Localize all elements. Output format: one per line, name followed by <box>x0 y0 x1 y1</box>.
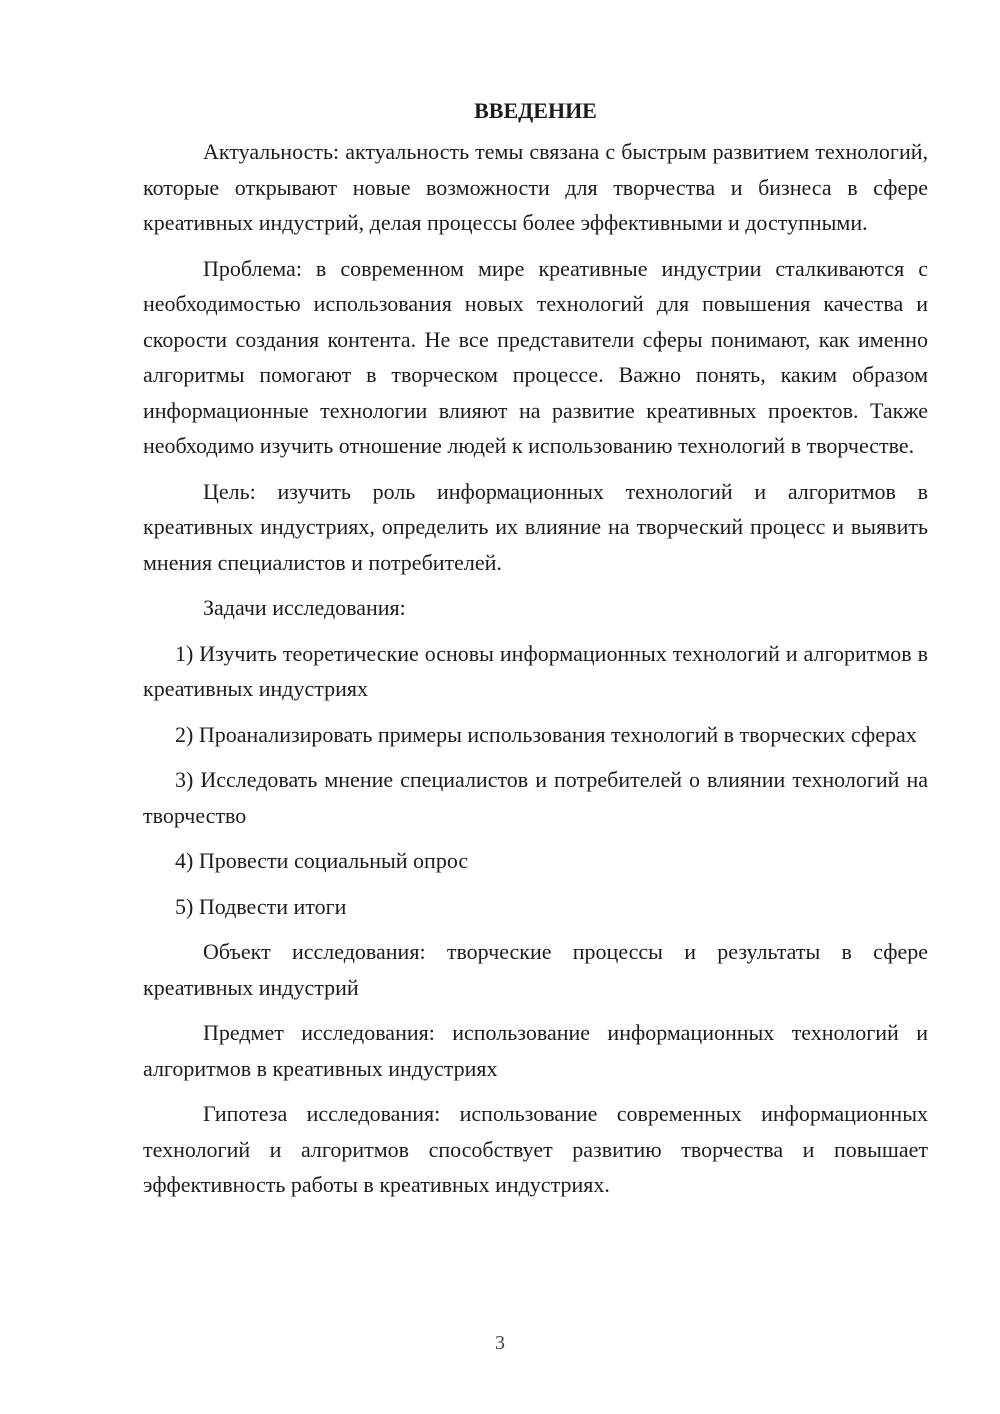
task-item-4: 4) Провести социальный опрос <box>175 848 469 873</box>
task-item-5: 5) Подвести итоги <box>175 893 347 919</box>
object-paragraph: Объект исследования: творческие процессы и результаты в сфере креативных индустрий <box>143 939 928 1000</box>
task-item-1: 1) Изучить теоретические основы информационных технологий и алгоритмов в креативных индустриях <box>143 640 928 701</box>
goal-paragraph: Цель: изучить роль информационных технологий и алгоритмов в креативных индустриях, определить их влияние на творческий процесс и выявить мнения специалистов и потребителей. <box>143 478 928 575</box>
task-item-2: 2) Проанализировать примеры использования технологий в творческих сферах <box>175 721 917 747</box>
hypothesis-paragraph: Гипотеза исследования: использование современных информационных технологий и алгоритмов способствует развитию творчества и повышает эффективность работы в креативных индустриях. <box>143 1101 928 1197</box>
relevance-paragraph: Актуальность: актуальность темы связана с быстрым развитием технологий, которые открывают новые возможности для творчества и бизнеса в сфере креативных индустрий, делая процессы более эффективными и доступными. <box>143 139 928 235</box>
subject-paragraph: Предмет исследования: использование информационных технологий и алгоритмов в креативных индустриях <box>143 1020 928 1081</box>
task-item-3: 3) Исследовать мнение специалистов и потребителей о влиянии технологий на творчество <box>143 767 928 828</box>
problem-paragraph: Проблема: в современном мире креативные индустрии сталкиваются с необходимостью использования новых технологий для повышения качества и скорости создания контента. Не все представители сферы понимают, как именно алгоритмы помогают в творческом процессе. Важно понять, каким образом информационные технологии влияют на развитие креативных проектов. Также необходимо изучить отношение людей к использованию технологий в творчестве. <box>143 255 928 458</box>
document-page <box>143 94 928 1213</box>
page-number: 3 <box>495 1332 505 1354</box>
page-title: ВВЕДЕНИЕ <box>474 98 597 123</box>
tasks-heading: Задачи исследования: <box>203 595 406 620</box>
